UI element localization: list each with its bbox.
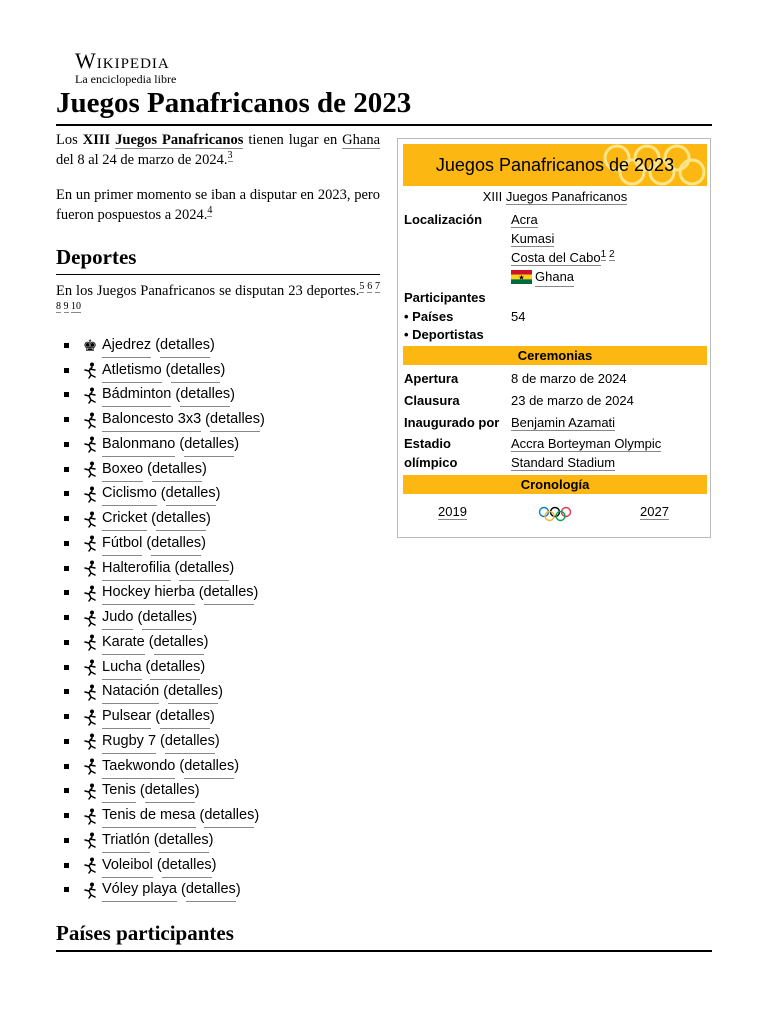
sport-list-item (56, 853, 265, 878)
bullet-icon (64, 863, 69, 868)
football-icon (81, 534, 99, 552)
reference-link[interactable]: 5 (359, 281, 365, 293)
paren: ( (135, 782, 145, 799)
sport-details-link[interactable]: detalles (162, 853, 212, 878)
bullet-icon (64, 788, 69, 793)
cricket-icon (81, 510, 99, 528)
chess-king-icon (81, 336, 99, 354)
taekwondo-icon (81, 757, 99, 775)
sport-link[interactable]: Fútbol (102, 531, 142, 556)
sport-link[interactable]: Rugby 7 (102, 729, 156, 754)
paren: ( (151, 708, 161, 725)
sport-link[interactable]: Tenis (102, 778, 136, 803)
sport-link[interactable]: Pulsear (102, 704, 151, 729)
bullet-icon (64, 590, 69, 595)
bullet-icon (64, 689, 69, 694)
bullet-icon (64, 343, 69, 348)
sport-list-item (56, 482, 265, 507)
paren: ) (229, 560, 235, 577)
sport-list-item (56, 358, 265, 383)
sport-list-item (56, 457, 265, 482)
paren: ( (159, 683, 169, 700)
sport-link[interactable]: Bádminton (102, 382, 171, 407)
paren: ( (151, 337, 161, 354)
bullet-icon (64, 739, 69, 744)
lead-ordinal: XIII (82, 132, 111, 148)
reference-link[interactable]: 8 (56, 301, 61, 313)
athletics-icon (81, 361, 99, 379)
bullet-icon (64, 887, 69, 892)
infobox-subtitle: XIII Juegos Panafricanos (482, 189, 628, 204)
rugby-7-icon (81, 732, 99, 750)
paren: ( (170, 560, 180, 577)
paren: ( (152, 857, 162, 874)
paren: ( (144, 634, 154, 651)
bullet-icon (64, 665, 69, 670)
bullet-icon (64, 467, 69, 472)
sport-details-link[interactable]: detalles (165, 729, 215, 754)
sport-list-item (56, 581, 265, 606)
paren: ( (156, 733, 165, 750)
link-benjamin-azamati[interactable]: Benjamin Azamati (511, 415, 616, 430)
lead-text: del 8 al 24 de marzo de 2024. (56, 152, 228, 168)
infobox-label: • Países (404, 309, 454, 324)
reference-link[interactable]: 6 (367, 281, 373, 293)
sport-list-item (56, 333, 265, 358)
section-heading-deportes: Deportes (56, 243, 380, 275)
lead-text: En un primer momento se iban a disputar en 2023, pero fueron pospuestos a 2024. (56, 187, 380, 223)
paren: ( (141, 659, 151, 676)
paren: ( (156, 485, 166, 502)
sport-details-link[interactable]: detalles (152, 457, 202, 482)
bullet-icon (64, 516, 69, 521)
infobox-band-cronologia: Cronología (403, 475, 707, 494)
reference-link[interactable]: 9 (63, 301, 69, 313)
triathlon-icon (81, 831, 99, 849)
sport-details-link[interactable]: detalles (186, 877, 236, 902)
sport-list-item (56, 754, 265, 779)
paren: ( (175, 436, 185, 453)
reference-link[interactable]: 2 (608, 248, 615, 260)
volleyball-icon (81, 856, 99, 874)
wikipedia-logo[interactable] (75, 50, 176, 86)
bullet-icon (64, 764, 69, 769)
sport-list-item (56, 556, 265, 581)
arm-wrestling-icon (81, 708, 99, 726)
paren: ( (176, 881, 186, 898)
sport-link[interactable]: Taekwondo (102, 754, 175, 779)
paren: ) (230, 386, 236, 403)
bullet-icon (64, 442, 69, 447)
infobox-value: 23 de marzo de 2024 (511, 393, 634, 408)
sport-details-link[interactable]: detalles (159, 828, 209, 853)
paren: ) (208, 832, 214, 849)
sport-list-item (56, 531, 265, 556)
bullet-icon (64, 813, 69, 818)
sport-link[interactable]: Cricket (102, 506, 147, 531)
sport-list-item (56, 605, 265, 630)
paren: ( (195, 807, 205, 824)
infobox-title: Juegos Panafricanos de 2023 (435, 155, 675, 175)
sport-details-link[interactable]: detalles (145, 778, 195, 803)
paren: ( (161, 362, 171, 379)
sport-details-link[interactable]: detalles (171, 358, 221, 383)
link-next-edition[interactable]: 2027 (640, 504, 669, 519)
sport-link[interactable]: Balonmano (102, 432, 175, 457)
sport-link[interactable]: Ciclismo (102, 481, 157, 506)
paren: ) (214, 733, 220, 750)
infobox-label: Inaugurado por (404, 415, 500, 430)
sport-details-link[interactable]: detalles (160, 333, 210, 358)
sport-list-item (56, 506, 265, 531)
lead-paragraph-1 (56, 130, 380, 170)
paren: ( (149, 832, 159, 849)
infobox-label: Clausura (404, 393, 460, 408)
bullet-icon (64, 640, 69, 645)
bullet-icon (64, 615, 69, 620)
reference-link[interactable]: 4 (207, 205, 213, 217)
paren: ) (203, 634, 209, 651)
paren: ) (218, 683, 223, 700)
reference-link[interactable]: 1 (600, 248, 607, 260)
karate-icon (81, 633, 99, 651)
paren: ) (235, 881, 241, 898)
reference-link[interactable]: 10 (71, 301, 81, 313)
basketball-3x3-icon (81, 411, 99, 429)
sport-details-link[interactable]: detalles (204, 803, 254, 828)
paren: ) (253, 584, 259, 601)
sport-link[interactable]: Tenis de mesa (102, 803, 196, 828)
sport-link[interactable]: Hockey hierba (102, 580, 195, 605)
paren: ) (210, 337, 215, 354)
lead-paragraph-2 (56, 185, 380, 225)
paren: ) (201, 461, 207, 478)
ghana-flag-icon (511, 270, 532, 284)
sport-link[interactable]: Judo (102, 605, 133, 630)
table-tennis-icon (81, 807, 99, 825)
bullet-icon (64, 566, 69, 571)
sport-link[interactable]: Ajedrez (102, 333, 151, 358)
bullet-icon (64, 491, 69, 496)
sport-list-item (56, 779, 265, 804)
lead-text: Los (56, 132, 83, 148)
paren: ) (205, 510, 211, 527)
sport-details-link[interactable]: detalles (184, 754, 234, 779)
infobox-label: Apertura (404, 371, 459, 386)
section-heading-paises: Países participantes (56, 919, 712, 952)
sport-link[interactable]: Vóley playa (102, 877, 177, 902)
sport-link[interactable]: Boxeo (102, 457, 143, 482)
paren: ) (201, 535, 206, 552)
paren: ( (147, 510, 156, 527)
field-hockey-icon (81, 584, 99, 602)
infobox-label: Localización (404, 212, 483, 227)
sport-details-link[interactable]: detalles (166, 481, 216, 506)
sport-list-item (56, 407, 265, 432)
page-title: Juegos Panafricanos de 2023 (56, 84, 712, 126)
paren: ( (143, 461, 152, 478)
cycling-icon (81, 485, 99, 503)
sport-details-link[interactable]: detalles (179, 556, 229, 581)
sports-list (56, 333, 265, 902)
link-prev-edition[interactable]: 2019 (438, 504, 467, 519)
infobox-label: • Deportistas (404, 327, 484, 342)
sport-details-link[interactable]: detalles (210, 407, 260, 432)
sport-details-link[interactable]: detalles (150, 655, 200, 680)
sport-details-link[interactable]: detalles (184, 432, 234, 457)
bullet-icon (64, 417, 69, 422)
paren: ) (260, 411, 265, 428)
sport-list-item (56, 383, 265, 408)
link-ghana-infobox[interactable]: Ghana (535, 267, 574, 287)
sport-link[interactable]: Voleibol (102, 853, 153, 878)
sport-link[interactable]: Karate (102, 630, 145, 655)
sport-link[interactable]: Atletismo (102, 358, 162, 383)
sport-link[interactable]: Lucha (102, 655, 142, 680)
paren: ) (211, 857, 217, 874)
paren: ( (201, 411, 211, 428)
swimming-icon (81, 683, 99, 701)
infobox-value: 54 (511, 309, 526, 324)
link-kumasi[interactable]: Kumasi (511, 231, 555, 246)
sport-details-link[interactable]: detalles (151, 531, 201, 556)
paren: ) (254, 807, 260, 824)
paren: ( (133, 609, 143, 626)
paren: ( (175, 758, 185, 775)
paren: ) (194, 782, 200, 799)
sport-list-item (56, 655, 265, 680)
paren: ) (210, 708, 215, 725)
lead-text: tienen lugar en (243, 132, 343, 148)
tennis-icon (81, 782, 99, 800)
infobox-band-ceremonias: Ceremonias (403, 346, 707, 365)
bullet-icon (64, 838, 69, 843)
infobox-value (511, 210, 538, 229)
infobox (397, 138, 711, 538)
judo-icon (81, 609, 99, 627)
wikipedia-wordmark: Wikipedia (75, 48, 170, 73)
link-stadium[interactable]: Accra Borteyman Olympic (511, 436, 662, 451)
svg-text:♚: ♚ (82, 336, 98, 355)
sport-link[interactable]: Halterofilia (102, 556, 171, 581)
wikipedia-tagline: La enciclopedia libre (75, 72, 177, 86)
paren: ( (194, 584, 204, 601)
infobox-label: olímpico (404, 455, 458, 470)
paren: ) (234, 436, 240, 453)
paren: ) (234, 758, 240, 775)
beach-volleyball-icon (81, 881, 99, 899)
sport-link[interactable]: Triatlón (102, 828, 150, 853)
sport-details-link[interactable]: detalles (142, 605, 192, 630)
sport-list-item (56, 878, 265, 903)
boxing-icon (81, 460, 99, 478)
paren: ) (220, 362, 226, 379)
sport-details-link[interactable]: detalles (160, 704, 210, 729)
paren: ) (192, 609, 198, 626)
paren: ) (215, 485, 221, 502)
wrestling-icon (81, 658, 99, 676)
deportes-intro-text: En los Juegos Panafricanos se disputan 23 deportes. (56, 283, 360, 299)
bullet-icon (64, 392, 69, 397)
sport-list-item (56, 729, 265, 754)
infobox-title-bar (403, 144, 707, 186)
sport-list-item (56, 828, 265, 853)
link-juegos-panafricanos-infobox[interactable]: Juegos Panafricanos (505, 189, 628, 204)
reference-link[interactable]: 3 (227, 150, 233, 162)
deportes-intro (56, 281, 380, 321)
link-stadium-2[interactable]: Standard Stadium (511, 455, 616, 470)
sport-link[interactable]: Baloncesto 3x3 (102, 407, 201, 432)
sport-list-item (56, 704, 265, 729)
weightlifting-icon (81, 559, 99, 577)
sport-details-link[interactable]: detalles (154, 630, 204, 655)
link-acra[interactable]: Acra (511, 212, 538, 227)
sport-list-item (56, 803, 265, 828)
bullet-icon (64, 368, 69, 373)
sport-details-link[interactable]: detalles (180, 382, 230, 407)
sport-details-link[interactable]: detalles (168, 679, 218, 704)
sport-list-item (56, 680, 265, 705)
infobox-label: Participantes (404, 290, 486, 305)
badminton-icon (81, 386, 99, 404)
sport-details-link[interactable]: detalles (156, 506, 206, 531)
link-costa-del-cabo[interactable]: Costa del Cabo (511, 250, 601, 265)
bullet-icon (64, 714, 69, 719)
link-juegos-panafricanos[interactable]: Juegos Panafricanos (115, 132, 244, 148)
olympic-rings-icon (538, 506, 572, 522)
handball-icon (81, 435, 99, 453)
infobox-value: 8 de marzo de 2024 (511, 371, 627, 386)
sport-list-item (56, 630, 265, 655)
sport-link[interactable]: Natación (102, 679, 159, 704)
sport-details-link[interactable]: detalles (204, 580, 254, 605)
infobox-label: Estadio (404, 436, 451, 451)
sport-list-item (56, 432, 265, 457)
reference-link[interactable]: 7 (375, 281, 380, 293)
bullet-icon (64, 541, 69, 546)
paren: ( (142, 535, 152, 552)
paren: ( (171, 386, 181, 403)
link-ghana[interactable]: Ghana (342, 132, 381, 148)
paren: ) (200, 659, 206, 676)
